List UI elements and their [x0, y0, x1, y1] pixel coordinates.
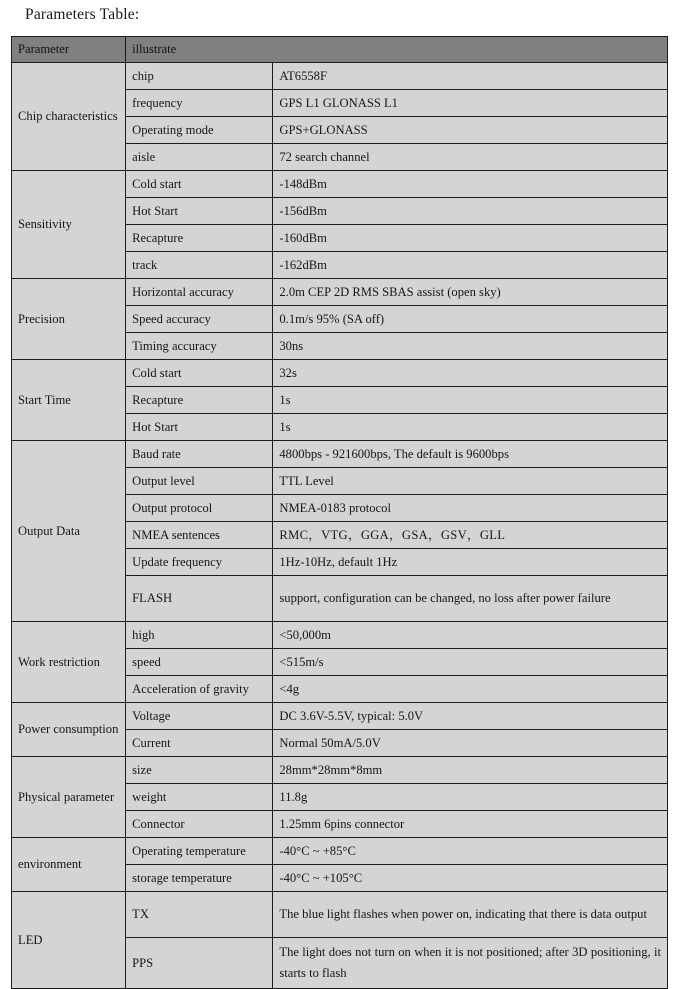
column-header-parameter: Parameter [12, 37, 126, 63]
parameter-value-cell: 30ns [273, 333, 668, 360]
parameter-label-cell: TX [126, 892, 273, 938]
table-row [12, 441, 668, 468]
parameter-label-cell: Output protocol [126, 495, 273, 522]
parameter-value-cell: TTL Level [273, 468, 668, 495]
parameter-value-cell: support, configuration can be changed, no loss after power failure [273, 576, 668, 622]
group-label-cell: Sensitivity [12, 171, 126, 279]
group-label-cell: Start Time [12, 360, 126, 441]
table-row [12, 892, 668, 938]
parameter-label-cell: PPS [126, 938, 273, 989]
table-row [12, 360, 668, 387]
parameter-value-cell: AT6558F [273, 63, 668, 90]
table-row [12, 757, 668, 784]
parameter-label-cell: Cold start [126, 171, 273, 198]
parameter-label-cell: Voltage [126, 703, 273, 730]
group-label-cell: LED [12, 892, 126, 989]
parameter-label-cell: Baud rate [126, 441, 273, 468]
parameter-value-cell: <4g [273, 676, 668, 703]
parameter-label-cell: frequency [126, 90, 273, 117]
table-row [12, 622, 668, 649]
page-title: Parameters Table: [25, 6, 140, 23]
parameter-value-cell: NMEA-0183 protocol [273, 495, 668, 522]
parameter-value-cell: 32s [273, 360, 668, 387]
parameter-label-cell: track [126, 252, 273, 279]
parameter-label-cell: Acceleration of gravity [126, 676, 273, 703]
parameter-label-cell: Update frequency [126, 549, 273, 576]
parameter-value-cell: 1s [273, 387, 668, 414]
parameter-value-cell: 0.1m/s 95% (SA off) [273, 306, 668, 333]
parameter-value-cell: 11.8g [273, 784, 668, 811]
parameter-value-cell: 4800bps - 921600bps, The default is 9600bps [273, 441, 668, 468]
parameter-label-cell: weight [126, 784, 273, 811]
parameter-value-cell: 2.0m CEP 2D RMS SBAS assist (open sky) [273, 279, 668, 306]
parameter-value-cell: -40°C ~ +105°C [273, 865, 668, 892]
parameter-label-cell: Output level [126, 468, 273, 495]
parameter-value-cell: -156dBm [273, 198, 668, 225]
parameter-label-cell: storage temperature [126, 865, 273, 892]
parameter-label-cell: Connector [126, 811, 273, 838]
parameter-value-cell: -148dBm [273, 171, 668, 198]
parameter-value-cell: -162dBm [273, 252, 668, 279]
parameter-label-cell: Operating mode [126, 117, 273, 144]
group-label-cell: Precision [12, 279, 126, 360]
group-label-cell: Chip characteristics [12, 63, 126, 171]
parameter-value-cell: -160dBm [273, 225, 668, 252]
table-row [12, 838, 668, 865]
parameter-value-cell: 1Hz-10Hz, default 1Hz [273, 549, 668, 576]
parameter-label-cell: Recapture [126, 387, 273, 414]
column-header-illustrate: illustrate [126, 37, 668, 63]
parameter-label-cell: aisle [126, 144, 273, 171]
group-label-cell: Work restriction [12, 622, 126, 703]
table-row [12, 171, 668, 198]
parameter-value-cell: RMC，VTG，GGA，GSA，GSV，GLL [273, 522, 668, 549]
parameter-label-cell: Operating temperature [126, 838, 273, 865]
parameter-label-cell: Hot Start [126, 414, 273, 441]
parameter-label-cell: Timing accuracy [126, 333, 273, 360]
table-header [12, 37, 668, 63]
parameter-value-cell: The light does not turn on when it is not positioned; after 3D positioning, it starts to flash [273, 938, 668, 989]
parameter-value-cell: 72 search channel [273, 144, 668, 171]
parameter-value-cell: 1s [273, 414, 668, 441]
parameter-value-cell: GPS+GLONASS [273, 117, 668, 144]
table-header-row [12, 37, 668, 63]
parameter-label-cell: size [126, 757, 273, 784]
table-body [12, 63, 668, 989]
parameter-label-cell: high [126, 622, 273, 649]
parameter-value-cell: DC 3.6V-5.5V, typical: 5.0V [273, 703, 668, 730]
parameter-value-cell: <515m/s [273, 649, 668, 676]
parameter-label-cell: Speed accuracy [126, 306, 273, 333]
parameter-label-cell: FLASH [126, 576, 273, 622]
parameter-label-cell: Recapture [126, 225, 273, 252]
parameter-value-cell: <50,000m [273, 622, 668, 649]
parameter-value-cell: Normal 50mA/5.0V [273, 730, 668, 757]
parameter-label-cell: Horizontal accuracy [126, 279, 273, 306]
parameters-table [11, 36, 668, 989]
table-row [12, 279, 668, 306]
group-label-cell: Power consumption [12, 703, 126, 757]
parameter-value-cell: -40°C ~ +85°C [273, 838, 668, 865]
group-label-cell: environment [12, 838, 126, 892]
table-row [12, 703, 668, 730]
parameter-label-cell: Cold start [126, 360, 273, 387]
parameter-value-cell: The blue light flashes when power on, indicating that there is data output [273, 892, 668, 938]
parameter-label-cell: speed [126, 649, 273, 676]
parameter-value-cell: 28mm*28mm*8mm [273, 757, 668, 784]
group-label-cell: Output Data [12, 441, 126, 622]
parameter-label-cell: NMEA sentences [126, 522, 273, 549]
parameter-value-cell: 1.25mm 6pins connector [273, 811, 668, 838]
group-label-cell: Physical parameter [12, 757, 126, 838]
parameter-value-cell: GPS L1 GLONASS L1 [273, 90, 668, 117]
parameters-table-container [11, 36, 668, 989]
parameter-label-cell: Hot Start [126, 198, 273, 225]
parameter-label-cell: Current [126, 730, 273, 757]
parameter-label-cell: chip [126, 63, 273, 90]
table-row [12, 63, 668, 90]
